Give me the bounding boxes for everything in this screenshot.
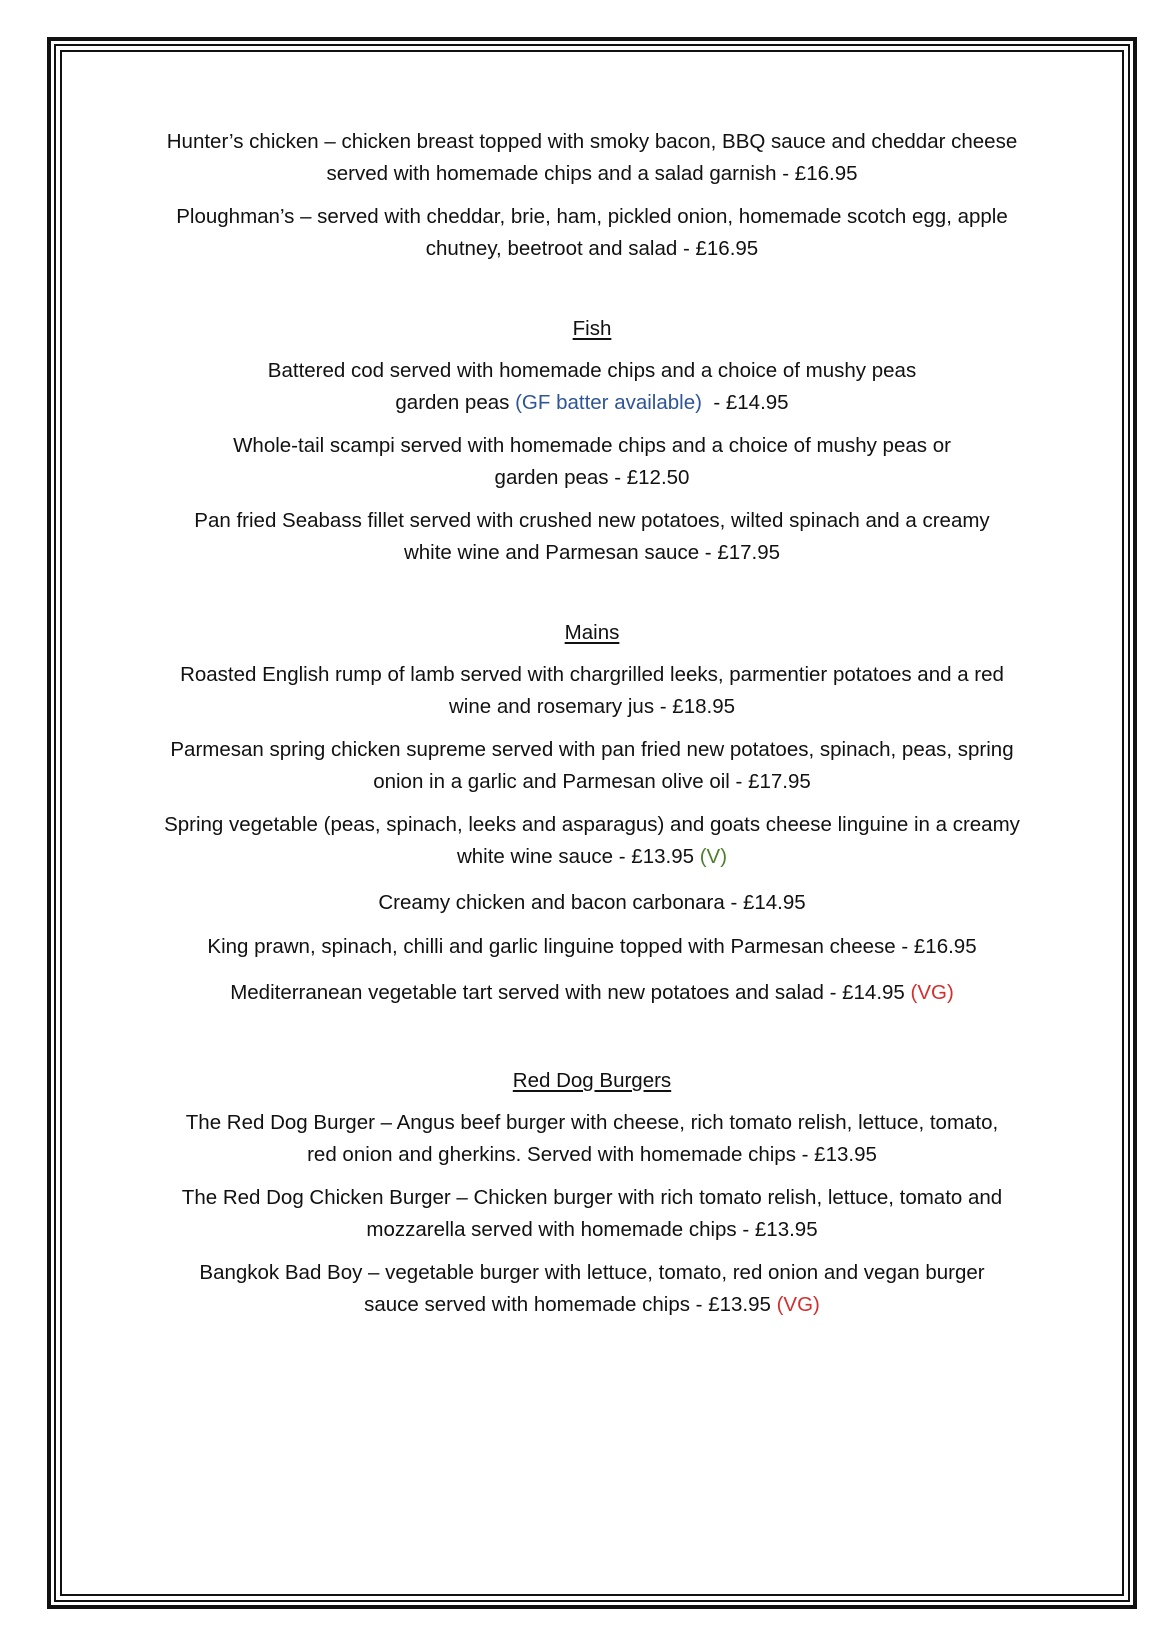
item-line: red onion and gherkins. Served with homemade chips - £13.95 [307,1143,877,1166]
menu-item-bangkok-bad-boy [120,1257,1064,1321]
item-text: sauce served with homemade chips - £13.95 [364,1293,777,1316]
item-line: Pan fried Seabass fillet served with crushed new potatoes, wilted spinach and a creamy [194,509,990,532]
item-line [120,841,1064,873]
menu-item-vegetable-tart [120,977,1064,1009]
item-line: mozzarella served with homemade chips - £13.95 [366,1218,818,1241]
menu-item-carbonara [120,887,1064,919]
item-line: chutney, beetroot and salad - £16.95 [425,237,759,260]
item-line: Roasted English rump of lamb served with chargrilled leeks, parmentier potatoes and a red [180,663,1004,686]
item-line: served with homemade chips and a salad garnish - £16.95 [326,162,858,185]
menu-item-spring-vegetable-linguine [120,809,1064,873]
section-heading-burgers: Red Dog Burgers [512,1069,672,1092]
menu-item-lamb [120,659,1064,723]
section-heading-fish: Fish [572,317,612,340]
item-price: - £14.95 [701,391,789,414]
item-text: white wine sauce - £13.95 [456,845,700,868]
item-line: garden peas - £12.50 [494,466,690,489]
item-line: Whole-tail scampi served with homemade chips and a choice of mushy peas or [233,434,951,457]
menu-item-red-dog-chicken-burger [120,1182,1064,1246]
item-line [120,1289,1064,1321]
vegetarian-tag: (V) [699,845,728,868]
menu-item-seabass [120,505,1064,569]
section-heading-mains: Mains [564,621,620,644]
vegan-tag: (VG) [776,1293,820,1316]
item-line: onion in a garlic and Parmesan olive oil - £17.95 [373,770,811,793]
item-line: Creamy chicken and bacon carbonara - £14.95 [378,891,806,914]
item-line: wine and rosemary jus - £18.95 [448,695,735,718]
menu-item-red-dog-burger [120,1107,1064,1171]
item-line: Parmesan spring chicken supreme served with pan fried new potatoes, spinach, peas, spring [170,738,1014,761]
item-line: Ploughman’s – served with cheddar, brie, ham, pickled onion, homemade scotch egg, apple [176,205,1008,228]
item-line: King prawn, spinach, chilli and garlic linguine topped with Parmesan cheese - £16.95 [207,935,977,958]
menu-item-king-prawn-linguine [120,931,1064,963]
item-line: The Red Dog Burger – Angus beef burger with cheese, rich tomato relish, lettuce, tomato, [185,1111,999,1134]
vegan-tag: (VG) [910,981,954,1004]
item-line [120,977,1064,1009]
menu-item-scampi [120,430,1064,494]
item-line: The Red Dog Chicken Burger – Chicken burger with rich tomato relish, lettuce, tomato and [181,1186,1003,1209]
item-text: Mediterranean vegetable tart served with new potatoes and salad - £14.95 [230,981,911,1004]
item-text: garden peas [395,391,516,414]
item-line [120,387,1064,419]
menu-item-hunters-chicken [120,126,1064,190]
menu-content [120,126,1064,1332]
menu-item-battered-cod [120,355,1064,419]
menu-item-chicken-supreme [120,734,1064,798]
menu-item-ploughmans [120,201,1064,265]
item-line: Hunter’s chicken – chicken breast topped with smoky bacon, BBQ sauce and cheddar cheese [166,130,1018,153]
item-line: white wine and Parmesan sauce - £17.95 [403,541,781,564]
item-line: Spring vegetable (peas, spinach, leeks and asparagus) and goats cheese linguine in a creamy [164,813,1020,836]
item-line: Battered cod served with homemade chips and a choice of mushy peas [267,359,917,382]
gf-batter-note: (GF batter available) [515,391,702,414]
item-line: Bangkok Bad Boy – vegetable burger with lettuce, tomato, red onion and vegan burger [199,1261,985,1284]
